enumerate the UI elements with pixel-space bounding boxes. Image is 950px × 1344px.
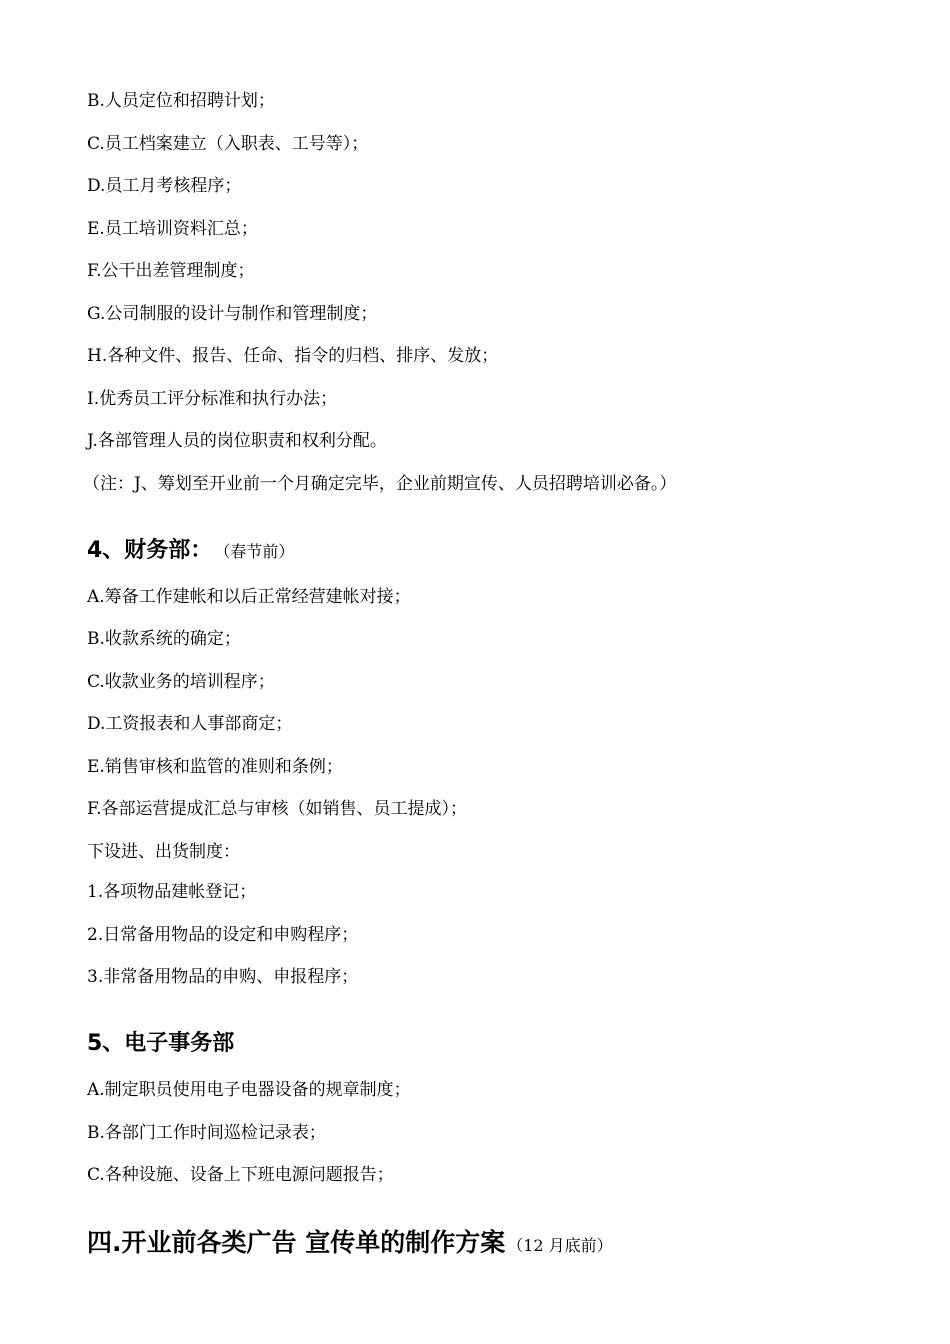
list-item: H.各种文件、报告、任命、指令的归档、排序、发放； xyxy=(87,346,499,366)
list-item: J.各部管理人员的岗位职责和权利分配。 xyxy=(87,431,387,451)
list-item: D.员工月考核程序； xyxy=(87,176,242,196)
section-note: （春节前） xyxy=(222,542,295,561)
list-item: 1.各项物品建帐登记； xyxy=(87,882,257,902)
section-heading-electronics xyxy=(87,1030,234,1058)
list-item: E.销售审核和监管的准则和条例； xyxy=(87,757,343,777)
list-item: B.各部门工作时间巡检记录表； xyxy=(87,1123,326,1143)
list-item: 2.日常备用物品的设定和申购程序； xyxy=(87,925,359,945)
section-title: 5、电子事务部 xyxy=(87,1031,235,1056)
section-title: 4、财务部： xyxy=(87,538,213,563)
list-item: 3.非常备用物品的申购、申报程序； xyxy=(87,967,359,987)
list-item: A.筹备工作建帐和以后正常经营建帐对接； xyxy=(87,587,411,607)
section-note: （注：J、筹划至开业前一个月确定完毕，企业前期宣传、人员招聘培训必备。） xyxy=(83,474,677,494)
list-item: B.收款系统的确定； xyxy=(87,629,241,649)
list-item: D.工资报表和人事部商定； xyxy=(87,714,293,734)
list-item: G.公司制服的设计与制作和管理制度； xyxy=(87,304,378,324)
section-heading-finance xyxy=(87,537,294,566)
list-item: C.各种设施、设备上下班电源问题报告； xyxy=(87,1165,394,1185)
section-title: 四.开业前各类广告 宣传单的制作方案 xyxy=(87,1228,506,1257)
list-item: C.收款业务的培训程序； xyxy=(87,672,275,692)
list-item: E.员工培训资料汇总； xyxy=(87,219,258,239)
list-item: F.公干出差管理制度； xyxy=(87,261,255,281)
list-item: I.优秀员工评分标准和执行办法； xyxy=(87,389,338,409)
list-item: A.制定职员使用电子电器设备的规章制度； xyxy=(87,1080,411,1100)
section-note: （12 月底前） xyxy=(507,1236,613,1255)
list-item: C.员工档案建立（入职表、工号等）； xyxy=(87,134,369,154)
list-item: F.各部运营提成汇总与审核（如销售、员工提成）； xyxy=(87,799,468,819)
list-item: B.人员定位和招聘计划； xyxy=(87,91,275,111)
list-item: 下设进、出货制度： xyxy=(87,842,240,862)
section-heading-advertising xyxy=(87,1227,613,1262)
